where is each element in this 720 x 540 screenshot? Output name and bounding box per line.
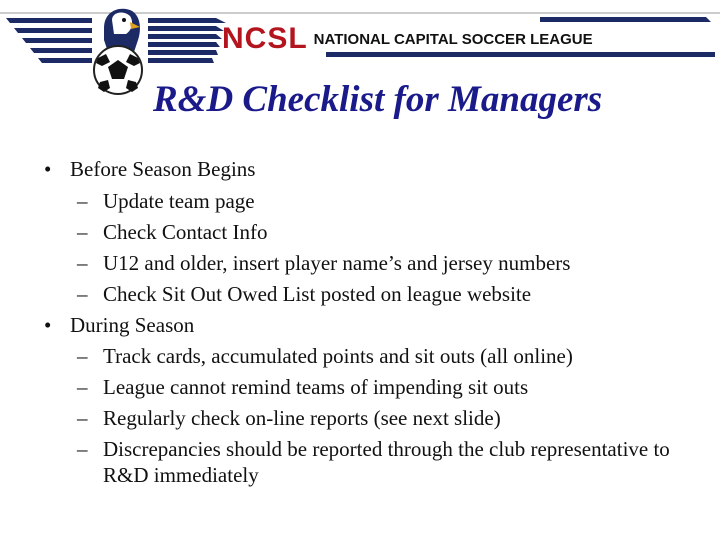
sub-item-text: Discrepancies should be reported through the club representative to R&D immediately	[103, 437, 670, 488]
logo-abbrev: NCSL	[222, 22, 308, 55]
bullet-item	[44, 310, 704, 342]
dash-marker: –	[77, 406, 88, 431]
soccer-ball-icon	[94, 46, 142, 94]
dash-marker: –	[77, 250, 88, 275]
sub-item	[44, 403, 704, 434]
sub-item	[44, 248, 704, 279]
dash-marker: –	[77, 219, 88, 244]
dash-marker: –	[77, 344, 88, 369]
sub-item	[44, 186, 704, 217]
bullet-marker: •	[44, 312, 52, 337]
slide-title: R&D Checklist for Managers	[153, 79, 603, 120]
sub-item	[44, 372, 704, 403]
sub-item-text: Track cards, accumulated points and sit outs (all online)	[103, 344, 573, 369]
left-wing-stripes	[6, 18, 92, 63]
bullet-item	[44, 154, 704, 186]
sub-item-text: U12 and older, insert player name’s and jersey numbers	[103, 250, 571, 275]
dash-marker: –	[77, 188, 88, 213]
sub-item-text: League cannot remind teams of impending sit outs	[103, 375, 529, 400]
sub-item	[44, 434, 704, 491]
bullet-list	[44, 154, 704, 491]
dash-marker: –	[77, 281, 88, 306]
sub-item-text: Update team page	[103, 188, 255, 213]
dash-marker: –	[77, 375, 88, 400]
sub-item-text: Regularly check on-line reports (see next slide)	[103, 406, 501, 431]
bullet-text: During Season	[70, 312, 195, 337]
logo-full-name: NATIONAL CAPITAL SOCCER LEAGUE	[313, 31, 593, 48]
sub-item-text: Check Contact Info	[103, 219, 268, 244]
sub-item	[44, 341, 704, 372]
sub-item	[44, 279, 704, 310]
sub-item	[44, 217, 704, 248]
dash-marker: –	[77, 437, 88, 462]
bullet-marker: •	[44, 157, 52, 181]
bullet-text: Before Season Begins	[70, 157, 256, 181]
league-logo	[222, 22, 593, 56]
sub-item-text: Check Sit Out Owed List posted on league website	[103, 281, 532, 306]
